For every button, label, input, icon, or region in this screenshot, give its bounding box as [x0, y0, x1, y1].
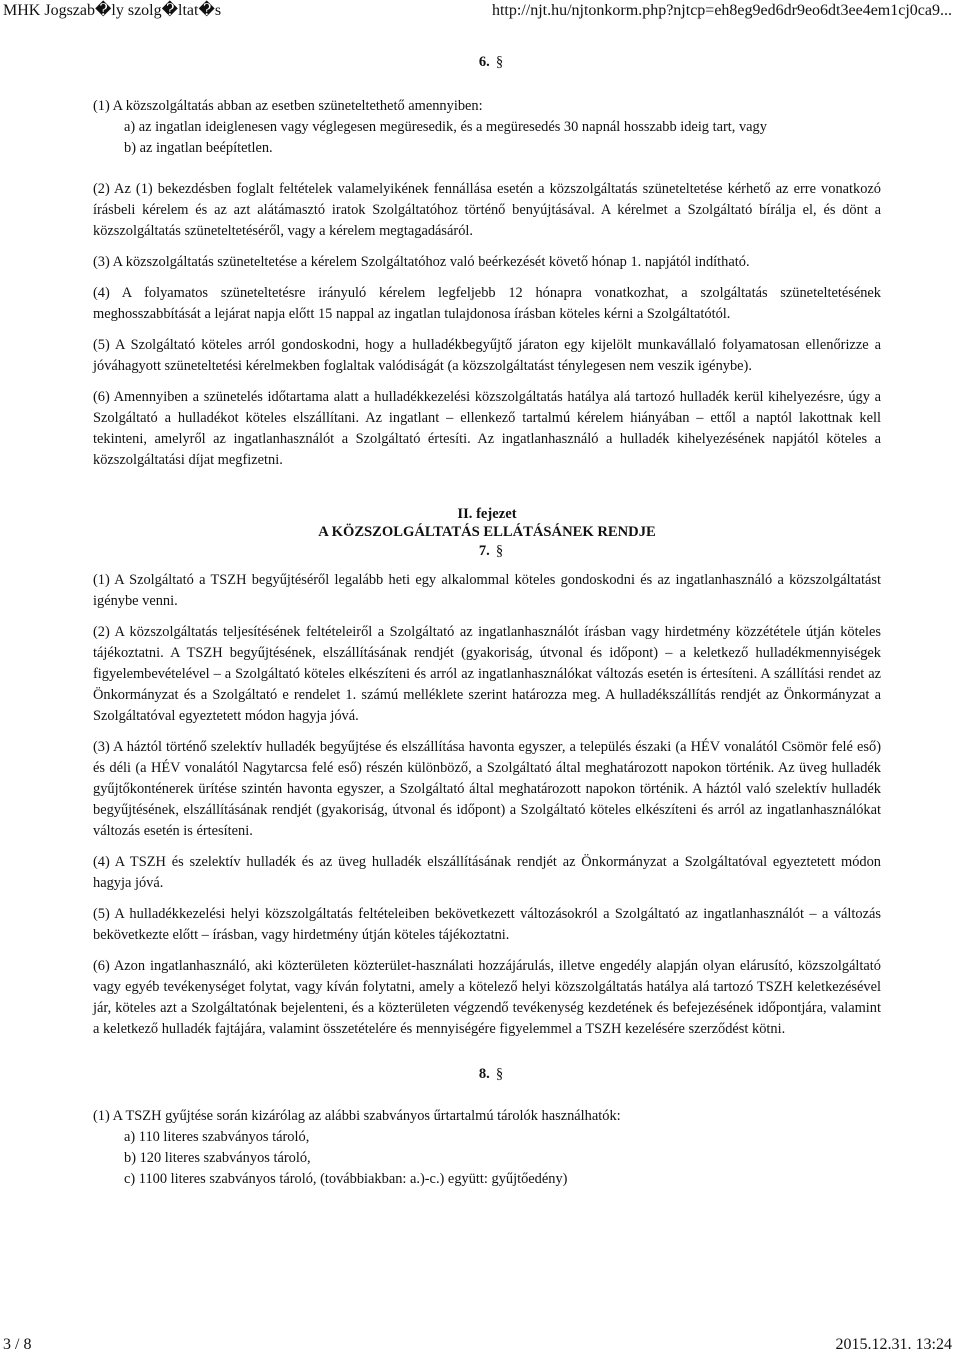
page-number: 3 / 8 — [3, 1336, 32, 1353]
print-header — [0, 0, 960, 22]
paragraph-7-2: (2) A közszolgáltatás teljesítésének feltételeiről a Szolgáltató az ingatlanhasználót írásban vagy hirdetmény közzététele útján köteles tájékoztatni. A TSZH begyűjtésének, elszállításának rendjét (gyakoriság, útvonal és időpont) – a keletkező hulladékmennyiségek figyelembevételével – a Szolgáltató köteles elkészíteni és arról az ingatlanhasználókat változás esetén is értesíteni. A szállítási rendet az Önkormányzat és a Szolgáltató e rendelet 1. számú melléklete szerint határozza meg. A hulladékszállítás rendjét az Önkormányzat a Szolgáltatóval egyeztetett módon hagyja jóvá. — [93, 624, 881, 724]
section-sign: § — [495, 54, 504, 70]
paragraph-7-5: (5) A hulladékkezelési helyi közszolgáltatás feltételeiben bekövetkezett változásokról a Szolgáltató az ingatlanhasználót – a változás bekövetkezte előtt – írásban, vagy hirdetmény útján köteles tájékoztatni. — [93, 906, 881, 943]
list-item: c) 1100 literes szabványos tároló, (továbbiakban: a.)-c.) együtt: gyűjtőedény) — [124, 1171, 568, 1187]
header-url: http://njt.hu/njtonkorm.php?njtcp=eh8eg9ed6dr9eo6dt3ee4em1cj0ca9... — [491, 2, 952, 19]
section-heading-8 — [93, 1064, 881, 1085]
header-title: MHK Jogszab�ly szolg�ltat�s — [3, 2, 222, 19]
section-heading-6 — [93, 52, 881, 73]
section-number: 6. — [478, 54, 490, 70]
section-number: 8. — [478, 1066, 490, 1082]
section-sign: § — [495, 543, 504, 559]
print-datetime: 2015.12.31. 13:24 — [835, 1336, 952, 1353]
section-number: 7. — [478, 543, 490, 559]
section-sign: § — [495, 1066, 504, 1082]
paragraph-6-6: (6) Amennyiben a szünetelés időtartama alatt a hulladékkezelési közszolgáltatás hatálya alá tartozó hulladék kerül kihelyezésre, úgy a Szolgáltató a hulladékot köteles elszállítani. Az ingatlant – ellenkező tartalmú kérelem hiányában – ettől a naptól lakottnak kell tekinteni, amelyről az ingatlanhasználót a Szolgáltató értesíti. Az ingatlanhasználó a hulladék kihelyezésének napjától köteles a közszolgáltatási díjat megfizetni. — [93, 389, 881, 468]
list-item: b) az ingatlan beépítetlen. — [124, 140, 273, 156]
list-item: b) 120 literes szabványos tároló, — [124, 1150, 311, 1166]
document-body — [93, 52, 881, 1190]
list-item: a) 110 literes szabványos tároló, — [124, 1129, 310, 1145]
paragraph-text: (1) A közszolgáltatás abban az esetben szüneteltethető amennyiben: — [93, 98, 483, 114]
paragraph-6-3: (3) A közszolgáltatás szüneteltetése a kérelem Szolgáltatóhoz való beérkezését követő hónap 1. napjától indítható. — [93, 254, 750, 270]
chapter-heading — [93, 505, 881, 542]
chapter-title: A KÖZSZOLGÁLTATÁS ELLÁTÁSÁNEK RENDJE — [318, 524, 656, 540]
paragraph-6-4: (4) A folyamatos szüneteltetésre irányuló kérelem legfeljebb 12 hónapra vonatkozhat, a szolgáltatás szüneteltetésének meghosszabbítását a lejárat napja előtt 15 nappal az ingatlan tulajdonosa írásban köteles kérni a Szolgáltatótól. — [93, 285, 881, 322]
paragraph-8-1 — [93, 1106, 881, 1190]
paragraph-7-1: (1) A Szolgáltató a TSZH begyűjtéséről legalább heti egy alkalommal köteles gondoskodni és az ingatlanhasználó a közszolgáltatást igénybe venni. — [93, 572, 881, 609]
paragraph-6-5: (5) A Szolgáltató köteles arról gondoskodni, hogy a hulladékbegyűjtő járaton egy kijelölt munkavállaló folyamatosan ellenőrizze a jóváhagyott szüneteltetési kérelmekben foglaltak valódiságát (a közszolgáltatást ténylegesen nem veszik igénybe). — [93, 337, 881, 374]
paragraph-6-1 — [93, 96, 881, 159]
paragraph-text: (1) A TSZH gyűjtése során kizárólag az alábbi szabványos űrtartalmú tárolók használhatók: — [93, 1108, 621, 1124]
paragraph-7-4: (4) A TSZH és szelektív hulladék és az üveg hulladék elszállításának rendjét az Önkormányzat a Szolgáltatóval egyeztetett módon hagyja jóvá. — [93, 854, 881, 891]
list-item: a) az ingatlan ideiglenesen vagy véglegesen megüresedik, és a megüresedés 30 napnál hosszabb ideig tart, vagy — [124, 119, 767, 135]
paragraph-7-3: (3) A háztól történő szelektív hulladék begyűjtése és elszállítása havonta egyszer, a település északi (a HÉV vonalától Csömör felé eső) és déli (a HÉV vonalától Nagytarcsa felé eső) részén különböző, a Szolgáltató által meghatározott napokon történik. Az üveg hulladék gyűjtőkonténerek ürítése szintén havonta egyszer, a Szolgáltató által meghatározott napokon történik. A háztól való szelektív hulladék begyűjtésének, elszállításának rendjét (gyakoriság, útvonal és időpont) a Szolgáltató köteles elkészíteni és arról az ingatlanhasználókat változás esetén is értesíteni. — [93, 739, 881, 839]
chapter-label: II. fejezet — [457, 506, 517, 522]
section-heading-7 — [93, 542, 881, 560]
print-footer — [0, 1335, 960, 1357]
paragraph-6-2: (2) Az (1) bekezdésben foglalt feltételek valamelyikének fennállása esetén a közszolgáltatás szüneteltetése kérhető az erre vonatkozó írásbeli kérelem és az azt alátámasztó iratok Szolgáltatóhoz történő benyújtásával. A kérelmet a Szolgáltató bírálja el, és dönt a közszolgáltatás szüneteltetéséről, vagy a kérelem megtagadásáról. — [93, 181, 881, 239]
paragraph-7-6: (6) Azon ingatlanhasználó, aki közterületen közterület-használati hozzájárulás, illetve engedély alapján olyan elárusító, közszolgáltató vagy egyéb tevékenységet folytat, vagy kíván folytatni, amely a kötelező helyi közszolgáltatás hatálya alá tartozó TSZH keletkezésével jár, köteles azt a Szolgáltatónak bejelenteni, és a közterületen végzendő tevékenység kezdetének és befejezésének időpontjára, valamint a keletkező hulladék fajtájára, valamint összetételére és mennyiségére figyelemmel a TSZH kezelésére szerződést kötni. — [93, 958, 881, 1037]
